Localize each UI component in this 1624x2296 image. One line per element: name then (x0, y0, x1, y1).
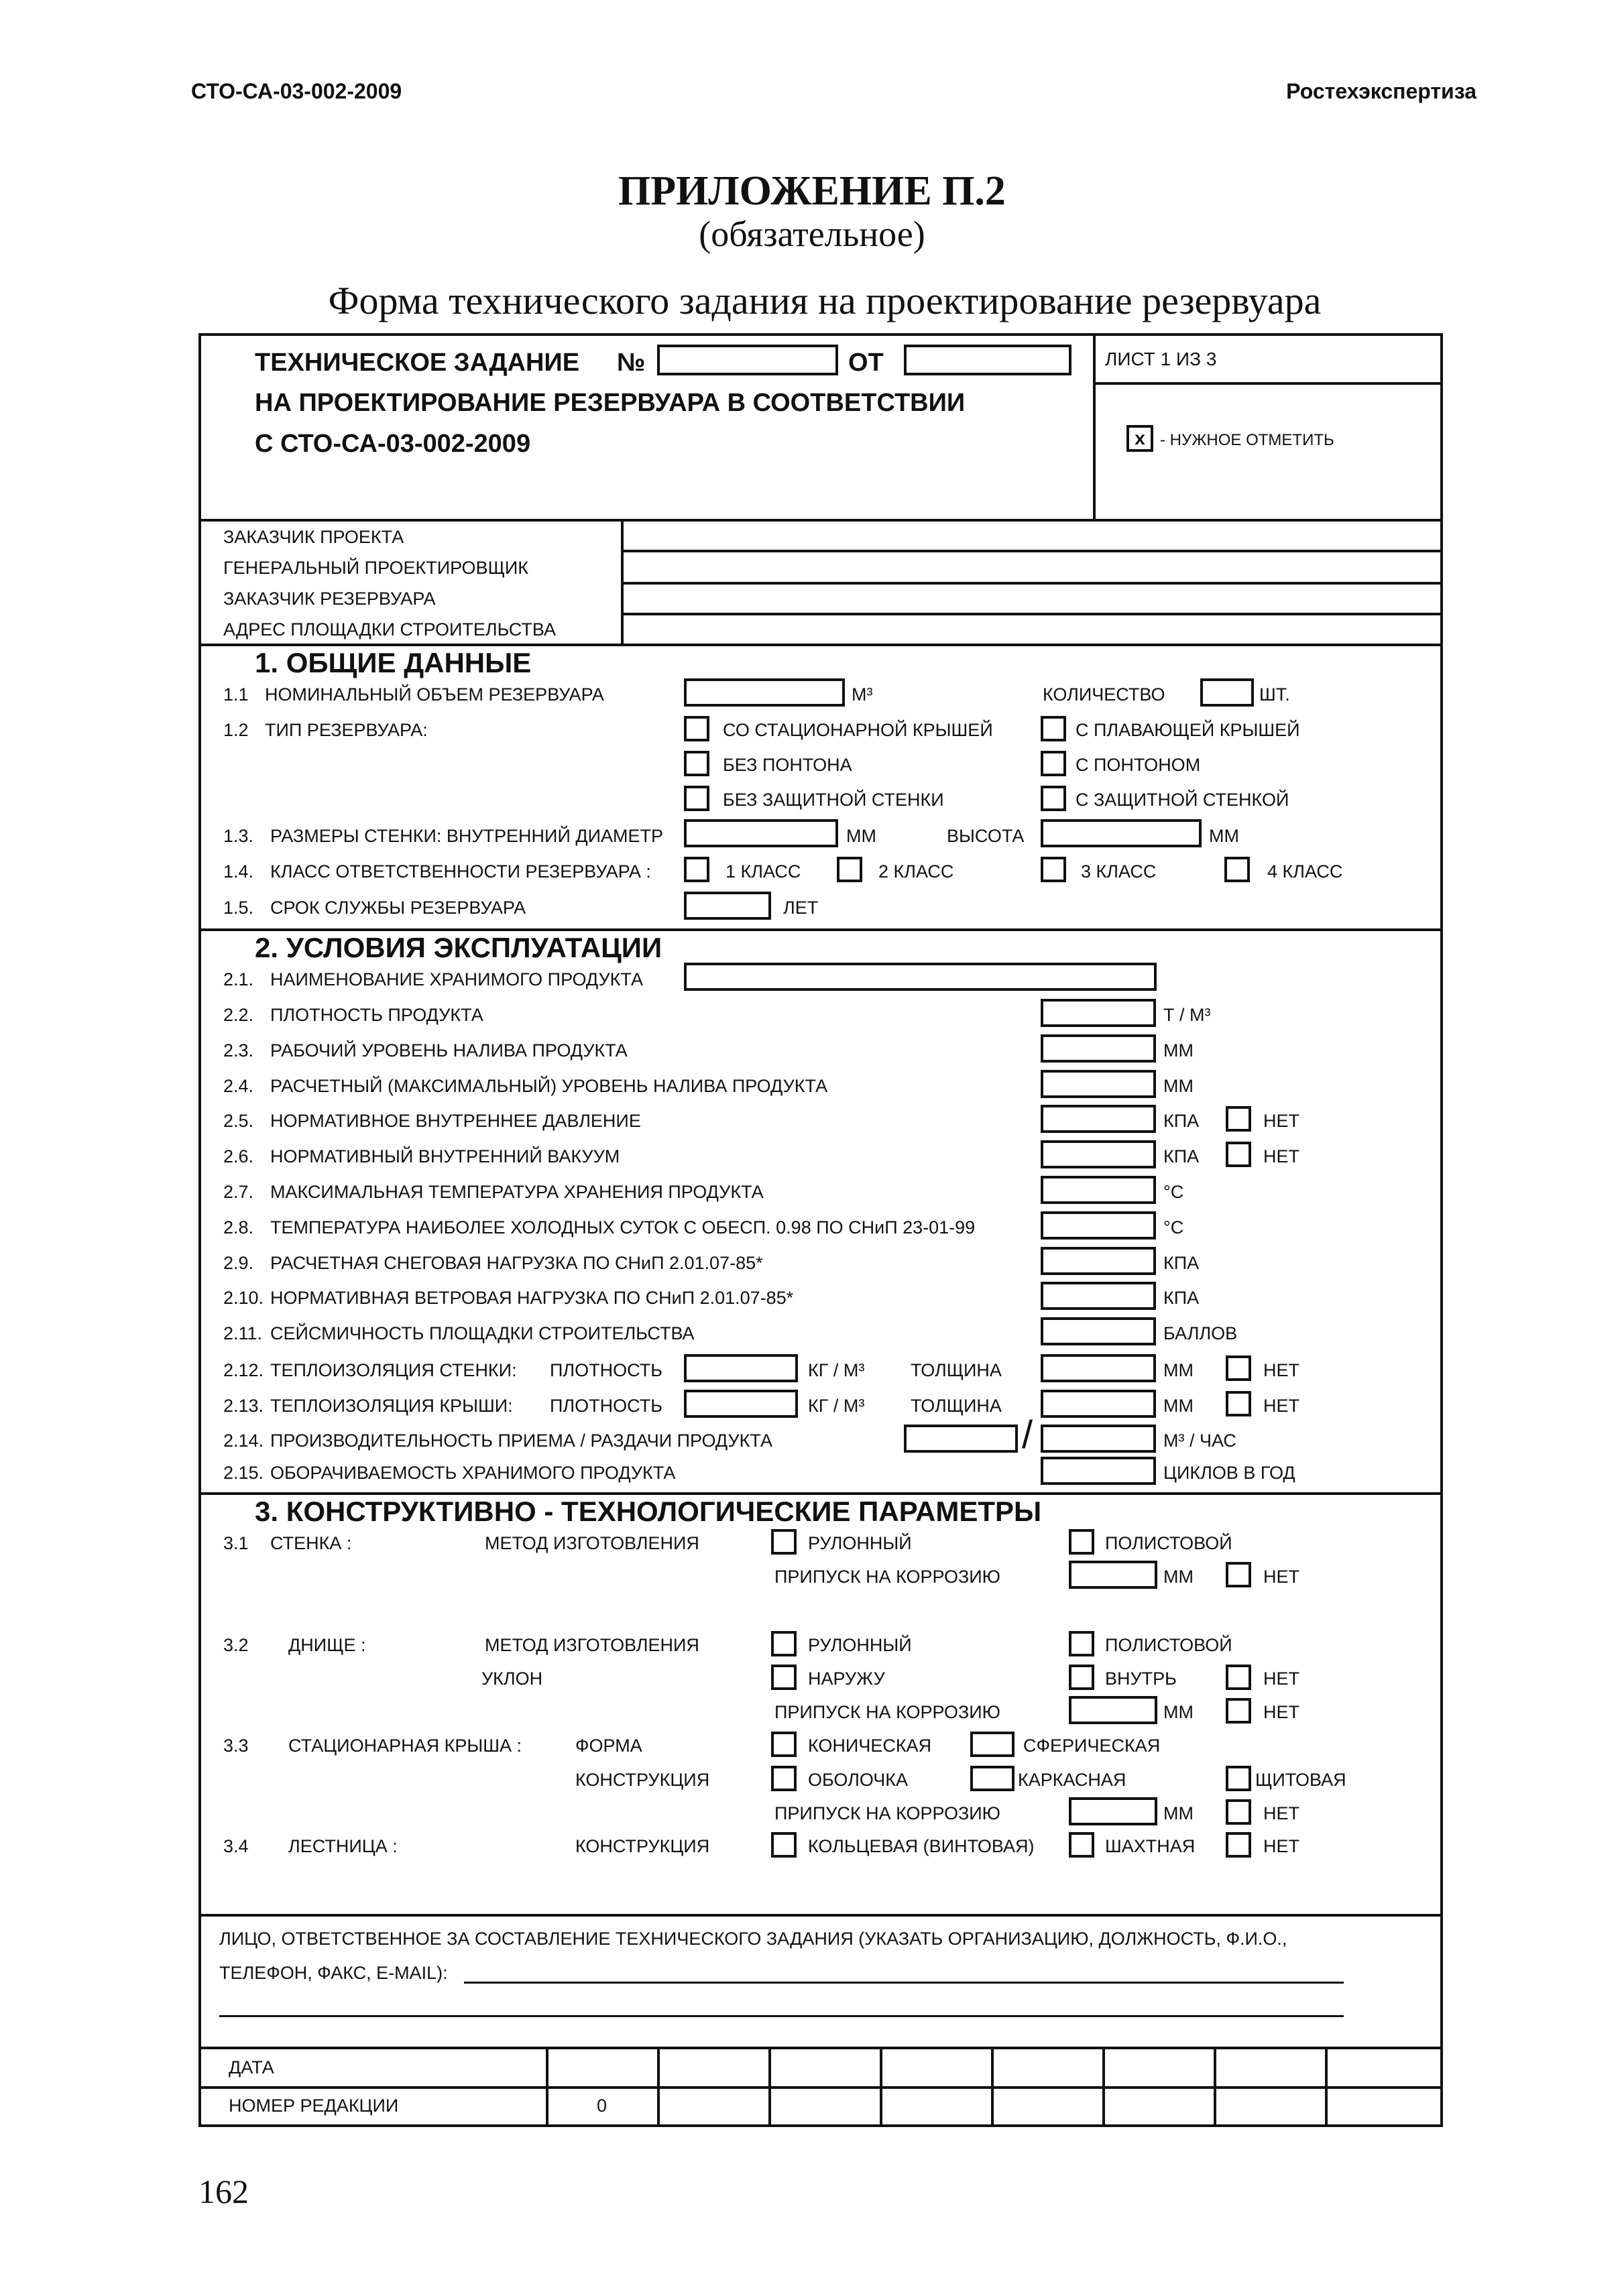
density-label: ПЛОТНОСТЬ (550, 1360, 662, 1380)
turnover-label: ОБОРАЧИВАЕМОСТЬ ХРАНИМОГО ПРОДУКТА (270, 1463, 676, 1483)
wall-sheet-checkbox[interactable] (1069, 1529, 1094, 1555)
product-name-label: НАИМЕНОВАНИЕ ХРАНИМОГО ПРОДУКТА (270, 969, 643, 989)
unit-label: Т / М³ (1163, 1005, 1211, 1025)
row-number: 2.8. (223, 1217, 254, 1237)
row-number: 2.6. (223, 1146, 254, 1166)
row-number: 2.12. (223, 1360, 264, 1380)
unit-label: ММ (1163, 1360, 1194, 1380)
tz-line2: НА ПРОЕКТИРОВАНИЕ РЕЗЕРВУАРА В СООТВЕТСТВИИ (255, 389, 966, 417)
wall-label: СТЕНКА : (270, 1533, 352, 1553)
roof-insulation-label: ТЕПЛОИЗОЛЯЦИЯ КРЫШИ: (270, 1396, 513, 1416)
floating-roof-checkbox[interactable] (1041, 716, 1066, 741)
wall-rolled-checkbox[interactable] (771, 1529, 797, 1555)
product-name-input[interactable] (684, 963, 1157, 991)
row-number: 2.1. (223, 969, 254, 989)
slope-outward-checkbox[interactable] (771, 1665, 797, 1690)
condition-label: РАСЧЕТНЫЙ (МАКСИМАЛЬНЫЙ) УРОВЕНЬ НАЛИВА ПРОДУКТА (270, 1076, 828, 1096)
roof-label: СТАЦИОНАРНАЯ КРЫША : (288, 1736, 522, 1756)
condition-label: НОРМАТИВНАЯ ВЕТРОВАЯ НАГРУЗКА ПО СНиП 2.01.07-85* (270, 1288, 794, 1308)
form-title: Форма технического задания на проектирование резервуара (328, 279, 1322, 322)
rate-separator: / (1022, 1413, 1033, 1457)
row-number: 3.3 (223, 1736, 249, 1756)
unit-label: М³ / ЧАС (1163, 1431, 1236, 1451)
roof-allowance-no-checkbox[interactable] (1226, 1799, 1251, 1825)
bottom-rolled-checkbox[interactable] (771, 1631, 797, 1656)
row-number: 2.9. (223, 1253, 254, 1273)
wall-insulation-thickness-input[interactable] (1041, 1354, 1156, 1382)
wall-allowance-no-checkbox[interactable] (1226, 1562, 1251, 1587)
unit-label: КГ / М³ (808, 1396, 865, 1416)
no-label: НЕТ (1263, 1146, 1299, 1166)
condition-label: МАКСИМАЛЬНАЯ ТЕМПЕРАТУРА ХРАНЕНИЯ ПРОДУКТА (270, 1182, 764, 1202)
party-label: ЗАКАЗЧИК ПРОЕКТА (223, 527, 404, 547)
roof-frame-checkbox[interactable] (970, 1766, 1014, 1791)
height-input[interactable] (1041, 819, 1202, 847)
section3-title: 3. КОНСТРУКТИВНО - ТЕХНОЛОГИЧЕСКИЕ ПАРАМЕТРЫ (255, 1496, 1042, 1527)
row-number: 2.5. (223, 1111, 254, 1131)
revision-value: 0 (597, 2096, 607, 2116)
bottom-allowance-no-checkbox[interactable] (1226, 1698, 1251, 1724)
option-label: ВНУТРЬ (1105, 1669, 1177, 1689)
roof-insulation-thickness-input[interactable] (1041, 1390, 1156, 1418)
unit-label: °С (1163, 1217, 1184, 1237)
fixed-roof-checkbox[interactable] (684, 716, 709, 741)
unit-label: ЛЕТ (783, 898, 819, 918)
option-label: БЕЗ ЗАЩИТНОЙ СТЕНКИ (723, 790, 944, 810)
throughput-label: ПРОИЗВОДИТЕЛЬНОСТЬ ПРИЕМА / РАЗДАЧИ ПРОДУКТА (270, 1431, 772, 1451)
construction-label: КОНСТРУКЦИЯ (575, 1770, 710, 1790)
unit-label: КПА (1163, 1253, 1200, 1273)
condition-value-input[interactable] (1041, 1282, 1156, 1310)
legend-checkbox: x (1126, 425, 1153, 452)
condition-value-input[interactable] (1041, 999, 1156, 1027)
party-label: АДРЕС ПЛОЩАДКИ СТРОИТЕЛЬСТВА (223, 619, 556, 640)
option-label: 2 КЛАСС (878, 861, 954, 882)
site-address-input[interactable] (625, 615, 1440, 642)
option-label: 3 КЛАСС (1081, 861, 1157, 882)
general-designer-input[interactable] (625, 552, 1440, 581)
tank-type-label: ТИП РЕЗЕРВУАРА: (265, 720, 428, 740)
section2-title: 2. УСЛОВИЯ ЭКСПЛУАТАЦИИ (255, 932, 662, 963)
turnover-input[interactable] (1041, 1457, 1156, 1485)
publisher-name: Ростехэкспертиза (1286, 79, 1476, 103)
date-label: ДАТА (229, 2057, 274, 2077)
unit-label: ММ (1163, 1567, 1194, 1587)
option-label: 1 КЛАСС (726, 861, 801, 882)
roof-spheric-checkbox[interactable] (970, 1732, 1014, 1757)
option-label: С ПЛАВАЮЩЕЙ КРЫШЕЙ (1076, 720, 1300, 740)
stair-shaft-checkbox[interactable] (1069, 1832, 1094, 1858)
unit-label: ММ (1163, 1076, 1194, 1096)
nominal-volume-label: НОМИНАЛЬНЫЙ ОБЪЕМ РЕЗЕРВУАРА (265, 684, 604, 705)
responsible-input-line[interactable] (464, 1982, 1344, 1984)
roof-allowance-input[interactable] (1069, 1797, 1157, 1825)
class-label: КЛАСС ОТВЕТСТВЕННОСТИ РЕЗЕРВУАРА : (270, 861, 651, 882)
shape-label: ФОРМА (575, 1736, 642, 1756)
condition-label: ПЛОТНОСТЬ ПРОДУКТА (270, 1005, 483, 1025)
tz-label: ТЕХНИЧЕСКОЕ ЗАДАНИЕ (255, 349, 580, 377)
condition-value-input[interactable] (1041, 1070, 1156, 1098)
unit-label: ШТ. (1259, 684, 1290, 705)
condition-value-input[interactable] (1041, 1140, 1156, 1168)
method-label: МЕТОД ИЗГОТОВЛЕНИЯ (485, 1635, 699, 1655)
density-label: ПЛОТНОСТЬ (550, 1396, 662, 1416)
roof-conic-checkbox[interactable] (771, 1732, 797, 1757)
option-label: С ЗАЩИТНОЙ СТЕНКОЙ (1076, 790, 1289, 810)
allowance-label: ПРИПУСК НА КОРРОЗИЮ (774, 1803, 1000, 1823)
row-number: 1.1 (223, 684, 249, 705)
slope-no-checkbox[interactable] (1226, 1665, 1251, 1690)
no-protective-wall-checkbox[interactable] (684, 786, 709, 811)
thickness-label: ТОЛЩИНА (911, 1360, 1002, 1380)
roof-insulation-no-checkbox[interactable] (1226, 1391, 1251, 1416)
no-label: НЕТ (1263, 1360, 1299, 1380)
option-label: КОНИЧЕСКАЯ (808, 1736, 932, 1756)
option-label: ШАХТНАЯ (1105, 1836, 1196, 1856)
option-label: ПОЛИСТОВОЙ (1105, 1635, 1232, 1655)
unit-label: ММ (846, 826, 876, 846)
unit-label: КПА (1163, 1288, 1200, 1308)
unit-label: °С (1163, 1182, 1184, 1202)
class3-checkbox[interactable] (1041, 857, 1066, 882)
option-label: ЩИТОВАЯ (1255, 1770, 1346, 1790)
protective-wall-checkbox[interactable] (1041, 786, 1066, 811)
row-number: 3.2 (223, 1635, 249, 1655)
unit-label: ММ (1163, 1803, 1194, 1823)
row-number: 3.4 (223, 1836, 249, 1856)
unit-label: М³ (852, 684, 873, 705)
condition-value-input[interactable] (1041, 1317, 1156, 1345)
unit-label: ММ (1163, 1396, 1194, 1416)
row-number: 2.13. (223, 1396, 264, 1416)
no-label: НЕТ (1263, 1111, 1299, 1131)
tank-customer-input[interactable] (625, 585, 1440, 611)
document-code: СТО-СА-03-002-2009 (191, 79, 402, 103)
section1-title: 1. ОБЩИЕ ДАННЫЕ (255, 647, 532, 678)
condition-label: СЕЙСМИЧНОСТЬ ПЛОЩАДКИ СТРОИТЕЛЬСТВА (270, 1323, 695, 1343)
unit-label: ММ (1163, 1040, 1194, 1061)
condition-label: РАСЧЕТНАЯ СНЕГОВАЯ НАГРУЗКА ПО СНиП 2.01.07-85* (270, 1253, 763, 1273)
wall-insulation-no-checkbox[interactable] (1226, 1355, 1251, 1381)
row-number: 1.4. (223, 861, 254, 882)
party-label: ЗАКАЗЧИК РЕЗЕРВУАРА (223, 589, 436, 609)
option-label: КАРКАСНАЯ (1018, 1770, 1126, 1790)
construction-label: КОНСТРУКЦИЯ (575, 1836, 710, 1856)
row-number: 2.4. (223, 1076, 254, 1096)
responsible-label: ЛИЦО, ОТВЕТСТВЕННОЕ ЗА СОСТАВЛЕНИЕ ТЕХНИЧЕСКОГО ЗАДАНИЯ (УКАЗАТЬ ОРГАНИЗАЦИЮ, ДОЛЖНОСТЬ, Ф.И.О., (219, 1929, 1287, 1949)
row-number: 1.2 (223, 720, 249, 740)
no-label: НЕТ (1263, 1803, 1299, 1823)
row-number: 2.10. (223, 1288, 264, 1308)
option-label: РУЛОННЫЙ (808, 1533, 912, 1553)
row-number: 1.5. (223, 898, 254, 918)
condition-value-input[interactable] (1041, 1034, 1156, 1063)
condition-value-input[interactable] (1041, 1105, 1156, 1133)
unit-label: КПА (1163, 1146, 1200, 1166)
row-number: 2.2. (223, 1005, 254, 1025)
dispense-rate-input[interactable] (1041, 1425, 1156, 1453)
pontoon-checkbox[interactable] (1041, 751, 1066, 776)
condition-value-input[interactable] (1041, 1176, 1156, 1204)
option-label: КОЛЬЦЕВАЯ (ВИНТОВАЯ) (808, 1836, 1035, 1856)
condition-label: НОРМАТИВНЫЙ ВНУТРЕННИЙ ВАКУУМ (270, 1146, 620, 1166)
bottom-allowance-input[interactable] (1069, 1696, 1157, 1724)
row-number: 3.1 (223, 1533, 249, 1553)
legend-text: - НУЖНОЕ ОТМЕТИТЬ (1160, 431, 1334, 449)
bottom-sheet-checkbox[interactable] (1069, 1631, 1094, 1656)
inner-diameter-input[interactable] (684, 819, 838, 847)
wall-insulation-label: ТЕПЛОИЗОЛЯЦИЯ СТЕНКИ: (270, 1360, 517, 1380)
option-label: БЕЗ ПОНТОНА (723, 755, 852, 775)
option-label: НАРУЖУ (808, 1669, 885, 1689)
quantity-label: КОЛИЧЕСТВО (1043, 684, 1165, 705)
no-label: НЕТ (1263, 1396, 1299, 1416)
roof-shell-checkbox[interactable] (771, 1766, 797, 1791)
stair-no-checkbox[interactable] (1226, 1832, 1251, 1858)
roof-insulation-density-input[interactable] (684, 1390, 798, 1418)
row-number: 2.15. (223, 1463, 264, 1483)
mandatory-note: (обязательное) (699, 214, 925, 254)
option-label: С ПОНТОНОМ (1076, 755, 1201, 775)
condition-no-checkbox[interactable] (1226, 1142, 1251, 1167)
tz-date-input[interactable] (904, 345, 1071, 375)
slope-label: УКЛОН (481, 1669, 543, 1689)
condition-value-input[interactable] (1041, 1247, 1156, 1275)
unit-label: КПА (1163, 1111, 1200, 1131)
nominal-volume-input[interactable] (684, 678, 845, 707)
option-label: РУЛОННЫЙ (808, 1635, 912, 1655)
unit-label: КГ / М³ (808, 1360, 865, 1380)
row-number: 2.11. (223, 1323, 263, 1343)
no-label: НЕТ (1263, 1836, 1299, 1856)
from-label: ОТ (848, 349, 884, 377)
wall-insulation-density-input[interactable] (684, 1354, 798, 1382)
wall-allowance-input[interactable] (1069, 1561, 1157, 1589)
receive-rate-input[interactable] (904, 1425, 1018, 1453)
revision-label: НОМЕР РЕДАКЦИИ (229, 2096, 399, 2116)
wall-diameter-label: РАЗМЕРЫ СТЕНКИ: ВНУТРЕННИЙ ДИАМЕТР (270, 826, 664, 846)
unit-label: ММ (1209, 826, 1239, 846)
option-label: СО СТАЦИОНАРНОЙ КРЫШЕЙ (723, 720, 993, 740)
condition-label: ТЕМПЕРАТУРА НАИБОЛЕЕ ХОЛОДНЫХ СУТОК С ОБЕСП. 0.98 ПО СНиП 23-01-99 (270, 1217, 976, 1237)
option-label: СФЕРИЧЕСКАЯ (1023, 1736, 1161, 1756)
service-life-input[interactable] (684, 892, 771, 920)
allowance-label: ПРИПУСК НА КОРРОЗИЮ (774, 1702, 1000, 1722)
appendix-title: ПРИЛОЖЕНИЕ П.2 (618, 168, 1006, 214)
no-label: НЕТ (1263, 1567, 1299, 1587)
project-customer-input[interactable] (625, 520, 1440, 548)
slope-inward-checkbox[interactable] (1069, 1665, 1094, 1690)
sheet-label: ЛИСТ 1 ИЗ 3 (1105, 349, 1217, 369)
tz-line3: С СТО-СА-03-002-2009 (255, 430, 531, 458)
row-number: 2.7. (223, 1182, 254, 1202)
page-number: 162 (198, 2173, 249, 2210)
no-pontoon-checkbox[interactable] (684, 751, 709, 776)
contacts-label: ТЕЛЕФОН, ФАКС, E-MAIL): (219, 1963, 448, 1983)
allowance-label: ПРИПУСК НА КОРРОЗИЮ (774, 1567, 1000, 1587)
party-label: ГЕНЕРАЛЬНЫЙ ПРОЕКТИРОВЩИК (223, 558, 529, 578)
tz-number-input[interactable] (657, 345, 838, 375)
condition-no-checkbox[interactable] (1226, 1106, 1251, 1132)
method-label: МЕТОД ИЗГОТОВЛЕНИЯ (485, 1533, 699, 1553)
bottom-label: ДНИЩЕ : (288, 1635, 366, 1655)
option-label: ОБОЛОЧКА (808, 1770, 908, 1790)
row-number: 2.3. (223, 1040, 254, 1061)
service-life-label: СРОК СЛУЖБЫ РЕЗЕРВУАРА (270, 898, 526, 918)
unit-label: БАЛЛОВ (1163, 1323, 1238, 1343)
condition-label: РАБОЧИЙ УРОВЕНЬ НАЛИВА ПРОДУКТА (270, 1040, 628, 1061)
class2-checkbox[interactable] (837, 857, 862, 882)
stair-ring-checkbox[interactable] (771, 1832, 797, 1858)
responsible-input-line[interactable] (219, 2015, 1344, 2017)
number-sign: № (617, 349, 646, 377)
thickness-label: ТОЛЩИНА (911, 1396, 1002, 1416)
height-label: ВЫСОТА (947, 826, 1025, 846)
roof-shield-checkbox[interactable] (1226, 1766, 1251, 1791)
no-label: НЕТ (1263, 1669, 1299, 1689)
option-label: ПОЛИСТОВОЙ (1105, 1533, 1232, 1553)
no-label: НЕТ (1263, 1702, 1299, 1722)
class1-checkbox[interactable] (684, 857, 709, 882)
unit-label: ЦИКЛОВ В ГОД (1163, 1463, 1295, 1483)
option-label: 4 КЛАСС (1267, 861, 1343, 882)
unit-label: ММ (1163, 1702, 1194, 1722)
condition-value-input[interactable] (1041, 1211, 1156, 1240)
row-number: 2.14. (223, 1431, 264, 1451)
quantity-input[interactable] (1200, 678, 1254, 707)
row-number: 1.3. (223, 826, 254, 846)
stair-label: ЛЕСТНИЦА : (288, 1836, 398, 1856)
class4-checkbox[interactable] (1224, 857, 1250, 882)
condition-label: НОРМАТИВНОЕ ВНУТРЕННЕЕ ДАВЛЕНИЕ (270, 1111, 641, 1131)
